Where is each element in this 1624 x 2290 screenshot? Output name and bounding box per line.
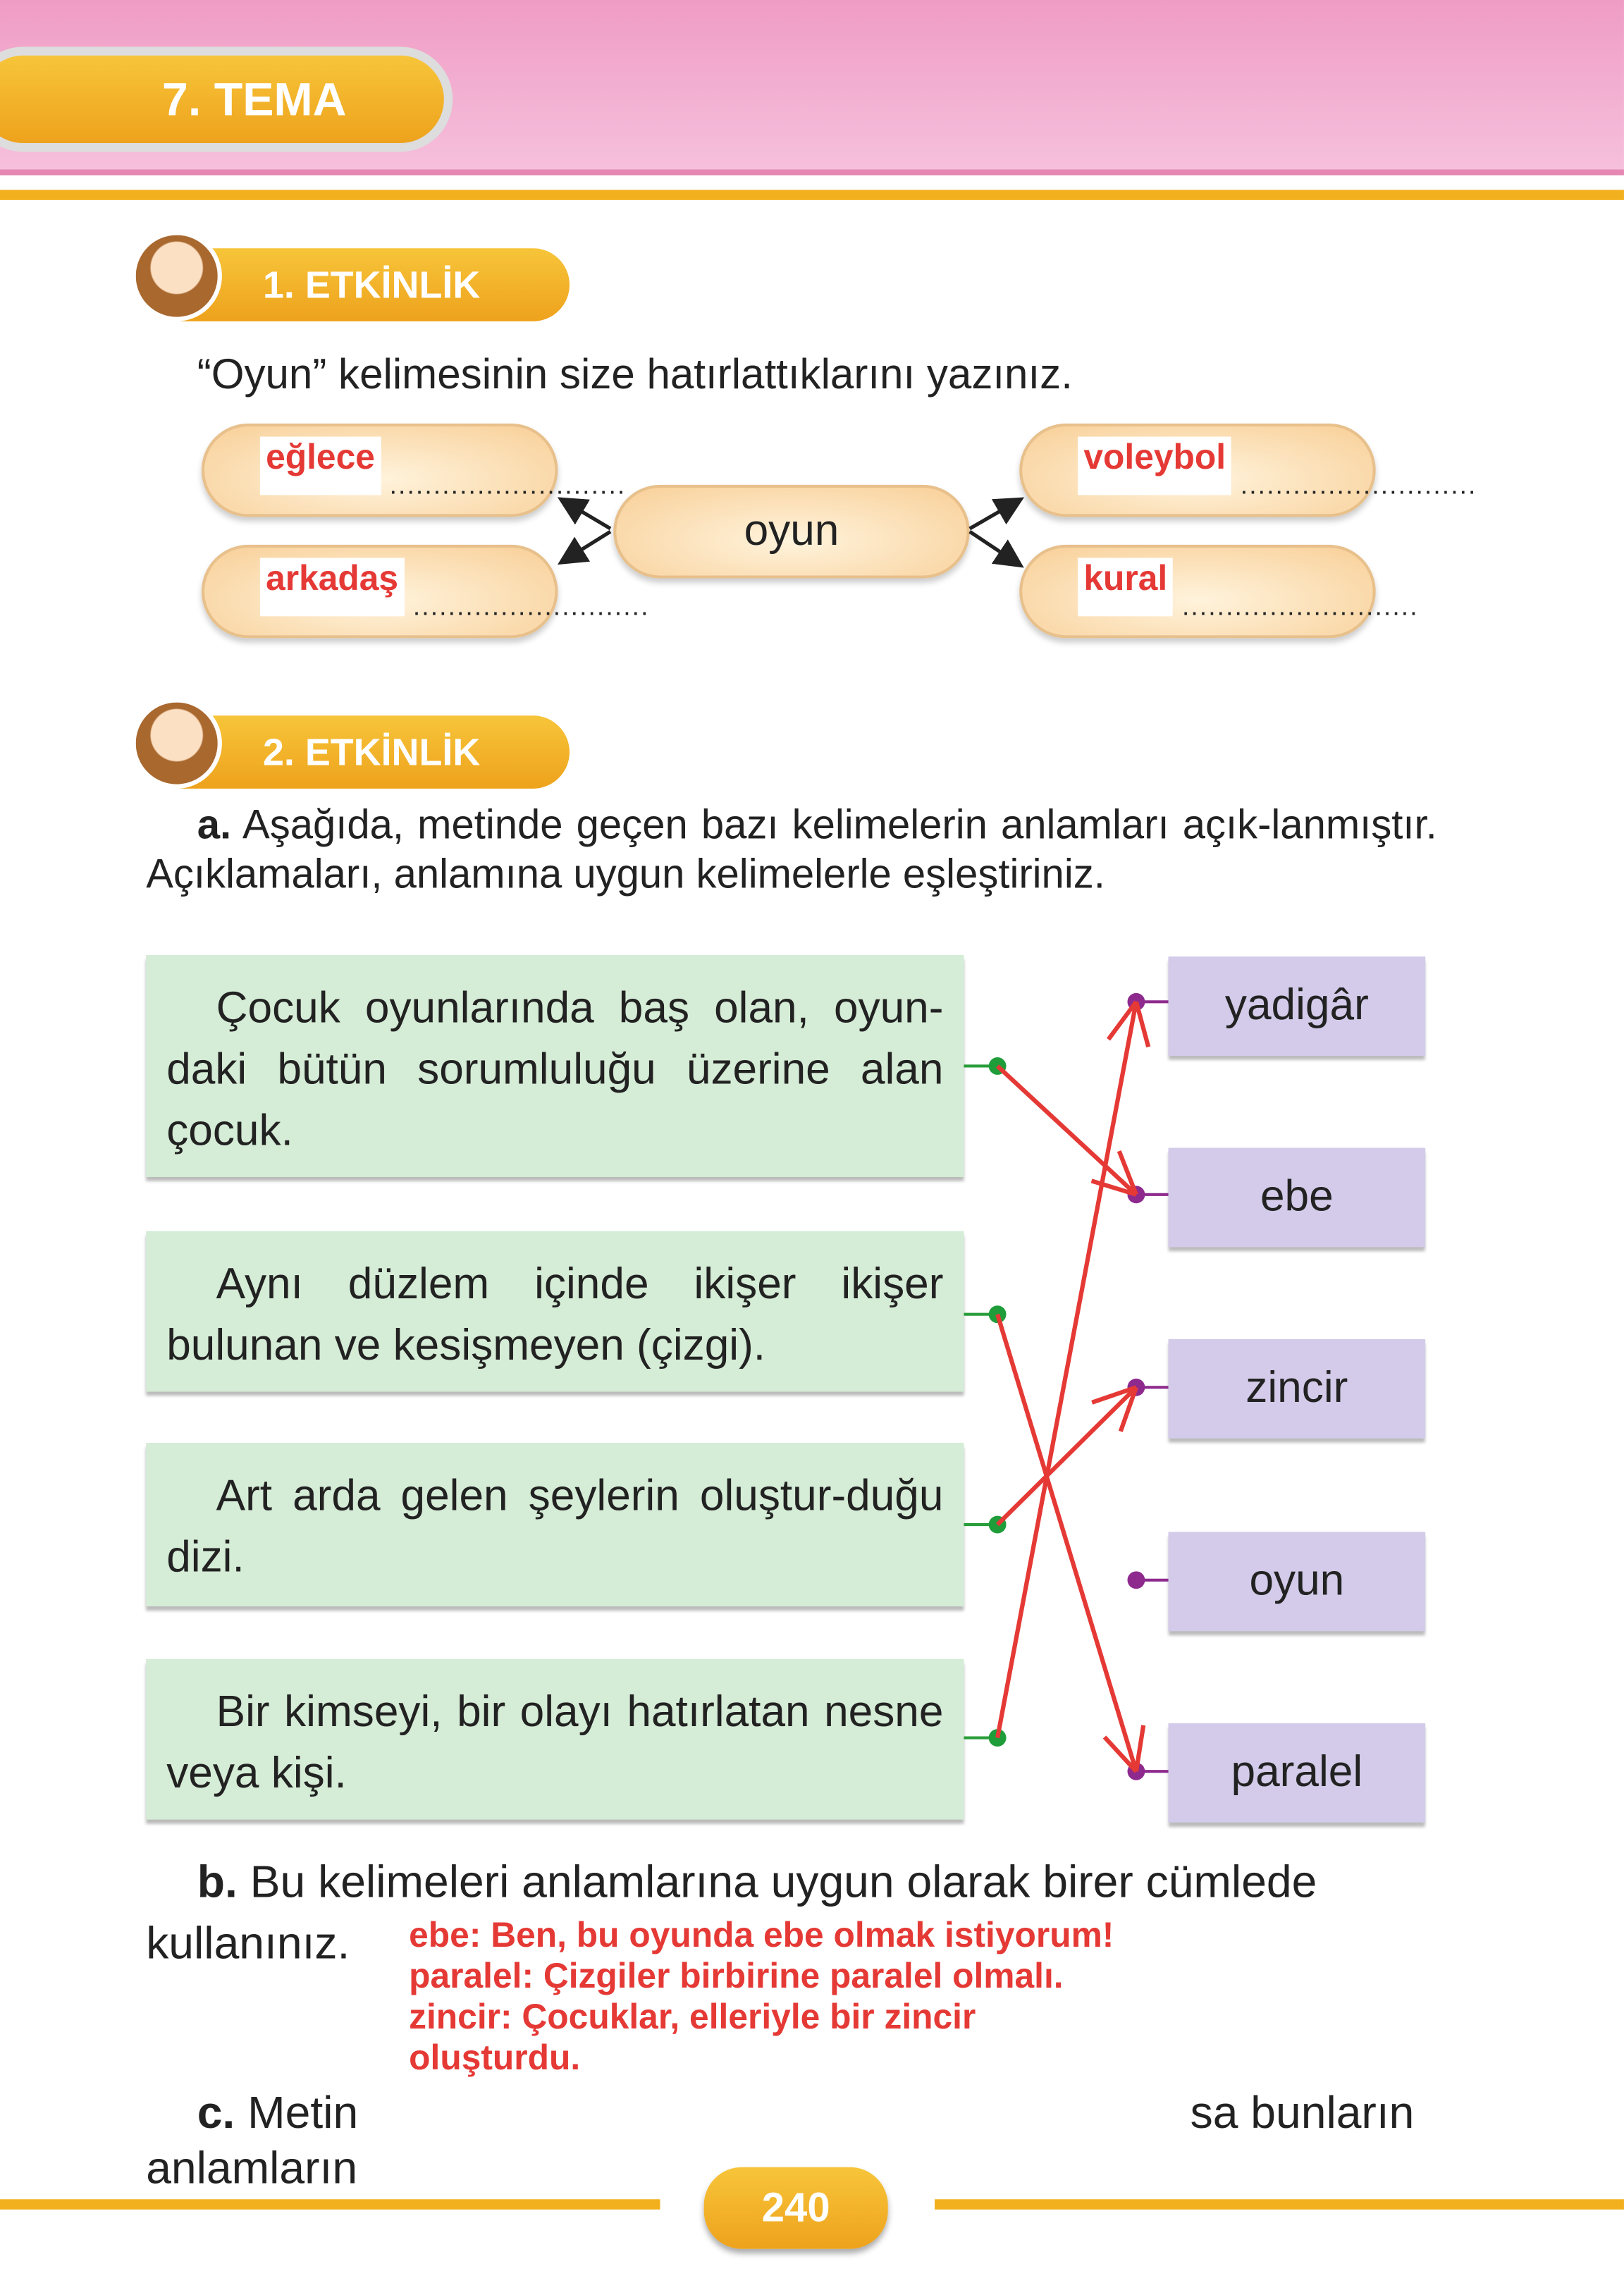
word-ebe[interactable]: ebe: [1169, 1148, 1426, 1248]
match-line: [997, 1315, 1136, 1772]
theme-title: 7. TEMA: [0, 56, 444, 143]
answer-sentence: oluşturdu.: [409, 2038, 581, 2079]
center-word: oyun: [744, 506, 839, 555]
answer-sentence: ebe: Ben, bu oyunda ebe olmak istiyorum!: [409, 1916, 1114, 1956]
answer-dots: ...........................: [1240, 470, 1477, 500]
answer-dots: ...........................: [1181, 591, 1419, 621]
answer-input-3[interactable]: voleybol: [1078, 436, 1231, 495]
activity2-c-line1-end: sa bunların: [1190, 2086, 1415, 2138]
match-line: [997, 1066, 1136, 1194]
footer-line-left: [0, 2199, 660, 2210]
definition-4: Bir kimseyi, bir olayı hatırlatan nesne veya kişi.: [146, 1659, 964, 1820]
word-yadigar[interactable]: yadigâr: [1169, 956, 1426, 1056]
word-dot: [1128, 1571, 1145, 1589]
activity2-b-line2: kullanınız.: [146, 1917, 350, 1969]
activity2-a-text: a. Aşağıda, metinde geçen bazı kelimelerin anlamları açık-lanmıştır. Açıklamaları, anlamına uygun kelimelerle eşleştiriniz.: [146, 801, 1437, 897]
answer-input-2[interactable]: arkadaş: [260, 558, 405, 616]
answer-sentence: zincir: Çocuklar, elleriyle bir zincir: [409, 1997, 976, 2038]
answer-sentences[interactable]: [409, 1916, 1226, 2079]
arrowhead-icon: [1136, 1002, 1148, 1047]
definition-1: Çocuk oyunlarında baş olan, oyun-daki bütün sorumluluğu üzerine alan çocuk.: [146, 955, 964, 1177]
word-paralel[interactable]: paralel: [1169, 1723, 1426, 1823]
word-oyun[interactable]: oyun: [1169, 1532, 1426, 1631]
activity2-c-line2: anlamların: [146, 2142, 358, 2193]
activity1-title: 1. ETKİNLİK: [146, 248, 570, 321]
answer-input-4[interactable]: kural: [1078, 558, 1173, 616]
activity2-title: 2. ETKİNLİK: [146, 715, 570, 789]
activity2-c-line1: c. Metin: [197, 2086, 359, 2138]
match-line: [997, 1002, 1136, 1737]
definition-2: Aynı düzlem içinde ikişer ikişer bulunan ve kesişmeyen (çizgi).: [146, 1231, 964, 1392]
footer-line-right: [935, 2199, 1624, 2210]
match-line: [997, 1387, 1136, 1525]
answer-sentence: paralel: Çizgiler birbirine paralel olmalı.: [409, 1957, 1064, 1997]
answer-dots: ...........................: [412, 591, 650, 621]
activity1-instruction: “Oyun” kelimesinin size hatırlattıklarını yazınız.: [197, 352, 1073, 399]
activity2-b-line1: b. Bu kelimeleri anlamlarına uygun olarak birer cümlede: [197, 1856, 1317, 1907]
answer-input-1[interactable]: eğlece: [260, 436, 381, 495]
answer-dots: ...........................: [389, 470, 627, 500]
page-number: 240: [704, 2167, 888, 2249]
word-zincir[interactable]: zincir: [1169, 1339, 1426, 1439]
definition-3: Art arda gelen şeylerin oluştur-duğu dizi.: [146, 1443, 964, 1606]
